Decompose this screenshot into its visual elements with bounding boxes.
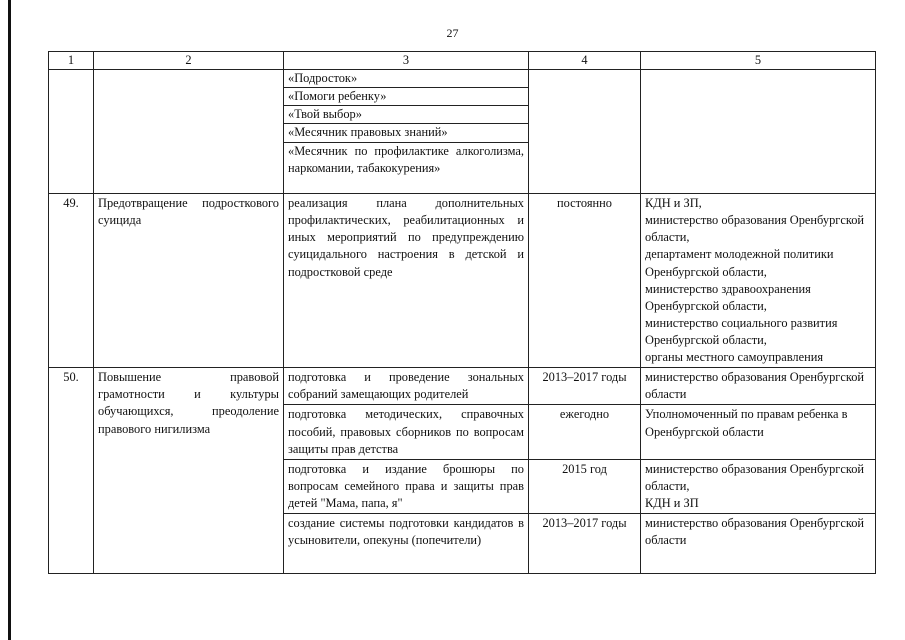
action-plan-table <box>48 51 876 574</box>
executor-line: органы местного самоуправления <box>645 350 824 365</box>
column-number-4: 4 <box>529 52 641 70</box>
measure-item: «Месячник правовых знаний» <box>284 123 528 141</box>
scan-edge-line <box>8 0 11 640</box>
row-executors <box>641 514 876 574</box>
executor-line: департамент молодежной политики Оренбургской области, <box>645 247 834 279</box>
row-number: 50. <box>49 368 94 574</box>
executor-line: министерство образования Оренбургской области, <box>645 461 865 493</box>
executor-line: министерство социального развития Оренбургской области, <box>645 315 838 347</box>
row-term: 2013–2017 годы <box>529 514 641 574</box>
cell-term <box>529 70 641 194</box>
row-number: 49. <box>49 194 94 368</box>
measure-item: «Подросток» <box>288 71 358 86</box>
table-header-row <box>49 52 876 70</box>
executor-line: министерство образования Оренбургской области, <box>645 213 865 245</box>
executor-line: министерство образования Оренбургской области <box>645 370 865 402</box>
executor-line: министерство образования Оренбургской области <box>645 516 865 548</box>
table-row-50-item-1 <box>49 368 876 405</box>
row-measure: подготовка и издание брошюры по вопросам семейного права и защиты прав детей "Мама, папа, я" <box>284 459 529 513</box>
row-term: 2015 год <box>529 459 641 513</box>
measure-item: «Помоги ребенку» <box>284 87 528 105</box>
cell-title <box>94 70 284 194</box>
row-term: постоянно <box>529 194 641 368</box>
row-measure: реализация плана дополнительных профилактических, реабилитационных и иных мероприятий по предупреждению суицидального настроения в детской и подростковой среде <box>284 194 529 368</box>
row-executors <box>641 368 876 405</box>
row-measure: подготовка методических, справочных пособий, правовых сборников по вопросам защиты прав детства <box>284 405 529 459</box>
column-number-5: 5 <box>641 52 876 70</box>
executor-line: министерство здравоохранения Оренбургской области, <box>645 281 811 313</box>
executor-line: Уполномоченный по правам ребенка в Оренбургской области <box>645 407 848 439</box>
column-number-3: 3 <box>284 52 529 70</box>
executor-line: КДН и ЗП <box>645 495 699 510</box>
page-number: 27 <box>446 26 459 40</box>
cell-executors <box>641 70 876 194</box>
executor-line: КДН и ЗП, <box>645 196 702 211</box>
table-row-49 <box>49 194 876 368</box>
row-executors <box>641 405 876 459</box>
measure-item: «Твой выбор» <box>284 105 528 123</box>
row-term: 2013–2017 годы <box>529 368 641 405</box>
row-title: Повышение правовой грамотности и культуры обучающихся, преодоление правового нигилизма <box>94 368 284 574</box>
row-measure: подготовка и проведение зональных собраний замещающих родителей <box>284 368 529 405</box>
measure-item: «Месячник по профилактике алкоголизма, наркомании, табакокурения» <box>284 142 528 177</box>
column-number-1: 1 <box>49 52 94 70</box>
row-title: Предотвращение подросткового суицида <box>94 194 284 368</box>
row-executors <box>641 194 876 368</box>
cell-measures <box>284 70 529 194</box>
row-measure: создание системы подготовки кандидатов в усыновители, опекуны (попечители) <box>284 514 529 574</box>
cell-num <box>49 70 94 194</box>
row-executors <box>641 459 876 513</box>
row-term: ежегодно <box>529 405 641 459</box>
column-number-2: 2 <box>94 52 284 70</box>
table-row-continuation <box>49 70 876 194</box>
